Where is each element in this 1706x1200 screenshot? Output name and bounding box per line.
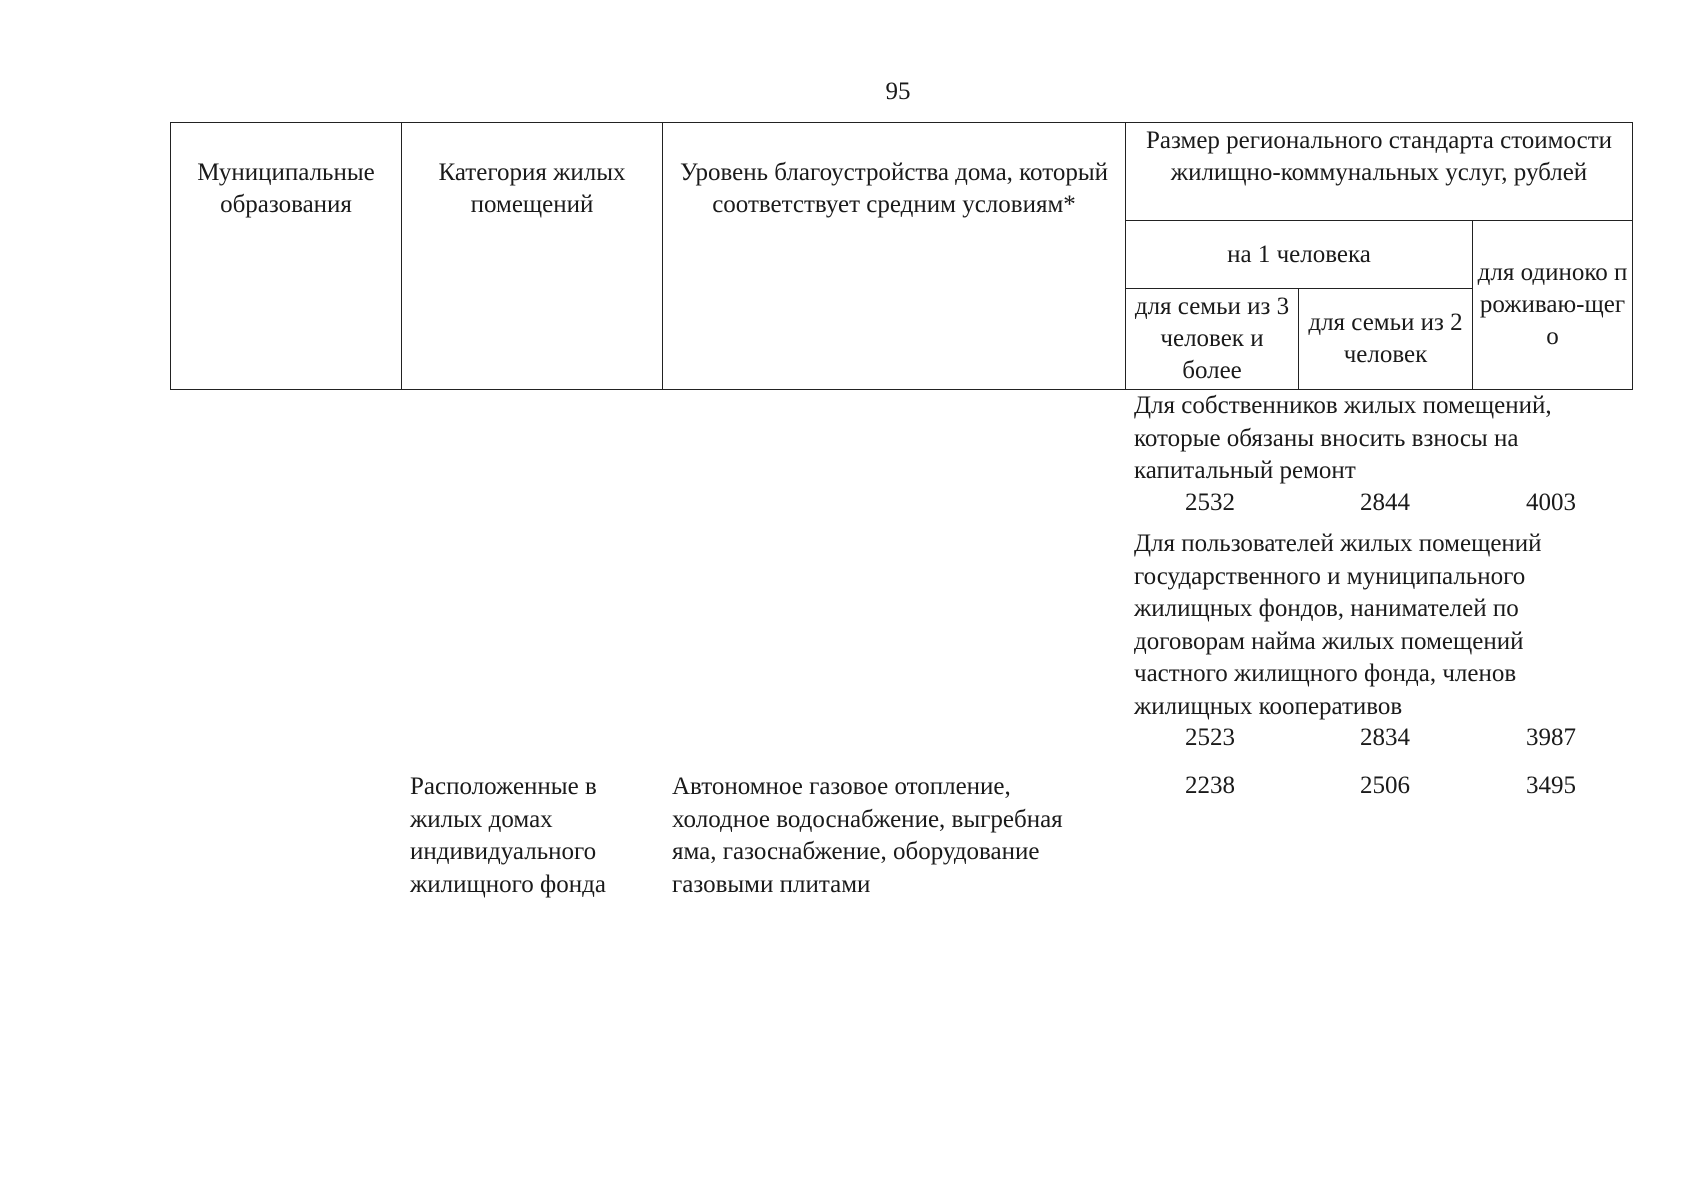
value-users-family-2: 2834: [1360, 724, 1410, 751]
section-owners-title: Для собственников жилых помещений, которые обязаны вносить взносы на капитальный ремонт: [1134, 392, 1552, 484]
page-number: 95: [885, 78, 911, 105]
value-owners-family-3: 2532: [1185, 489, 1235, 516]
header-single: для одиноко проживаю-щего: [1473, 221, 1633, 390]
header-family-2: для семьи из 2 человек: [1299, 289, 1473, 390]
row-category: Расположенные в жилых домах индивидуального жилищного фонда: [410, 773, 606, 898]
value-owners-family-2: 2844: [1360, 489, 1410, 516]
value-users-single: 3987: [1526, 724, 1576, 751]
value-row-single: 3495: [1526, 772, 1576, 799]
header-per-person: на 1 человека: [1126, 221, 1473, 289]
header-family-3: для семьи из 3 человек и более: [1126, 289, 1299, 390]
value-owners-single: 4003: [1526, 489, 1576, 516]
header-municipal: Муниципальные образования: [171, 123, 402, 390]
header-standard: Размер регионального стандарта стоимости жилищно-коммунальных услуг, рублей: [1126, 123, 1633, 221]
value-row-family-3: 2238: [1185, 772, 1235, 799]
header-table: [170, 122, 1633, 390]
header-category: Категория жилых помещений: [402, 123, 663, 390]
header-level: Уровень благоустройства дома, который соответствует средним условиям*: [663, 123, 1126, 390]
row-level: Автономное газовое отопление, холодное водоснабжение, выгребная яма, газоснабжение, оборудование газовыми плитами: [672, 773, 1063, 898]
value-users-family-3: 2523: [1185, 724, 1235, 751]
section-users-title: Для пользователей жилых помещений государственного и муниципального жилищных фондов, нанимателей по договорам найма жилых помещений частного жилищного фонда, членов жилищных кооперативов: [1134, 530, 1542, 720]
value-row-family-2: 2506: [1360, 772, 1410, 799]
